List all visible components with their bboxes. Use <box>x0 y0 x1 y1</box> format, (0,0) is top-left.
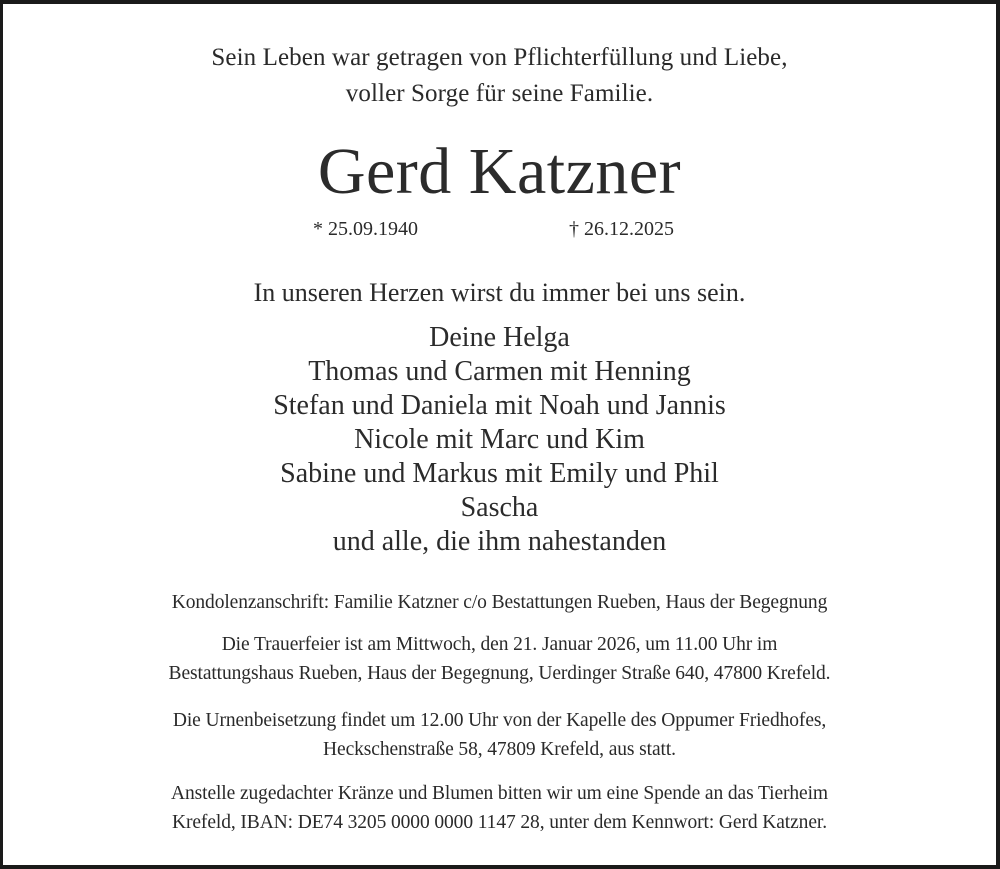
death-date: † 26.12.2025 <box>569 218 674 240</box>
mourner-line: und alle, die ihm nahestanden <box>332 526 667 557</box>
motto-line-2: voller Sorge für seine Familie. <box>345 80 654 107</box>
condolence-address: Kondolenzanschrift: Familie Katzner c/o Bestattungen Rueben, Haus der Begegnung <box>171 592 828 613</box>
donation-line-2: Krefeld, IBAN: DE74 3205 0000 0000 1147 28, unter dem Kennwort: Gerd Katzner. <box>172 812 827 833</box>
donation-line-1: Anstelle zugedachter Kränze und Blumen bitten wir um eine Spende an das Tierheim <box>171 783 828 804</box>
birth-date: * 25.09.1940 <box>313 218 418 240</box>
remembrance-line: In unseren Herzen wirst du immer bei uns sein. <box>253 278 746 307</box>
urn-burial-line-2: Heckschenstraße 58, 47809 Krefeld, aus statt. <box>323 739 676 760</box>
mourner-line: Sabine und Markus mit Emily und Phil <box>280 458 719 489</box>
funeral-service-line-1: Die Trauerfeier ist am Mittwoch, den 21. Januar 2026, um 11.00 Uhr im <box>221 634 778 655</box>
motto-line-1: Sein Leben war getragen von Pflichterfüllung und Liebe, <box>211 44 788 71</box>
mourner-line: Deine Helga <box>429 322 570 353</box>
deceased-name: Gerd Katzner <box>317 135 682 208</box>
mourner-line: Stefan und Daniela mit Noah und Jannis <box>273 390 726 421</box>
mourner-line: Nicole mit Marc und Kim <box>354 424 645 455</box>
mourner-line: Thomas und Carmen mit Henning <box>308 356 691 387</box>
funeral-service-line-2: Bestattungshaus Rueben, Haus der Begegnung, Uerdinger Straße 640, 47800 Krefeld. <box>168 663 831 684</box>
mourner-line: Sascha <box>460 492 539 523</box>
urn-burial-line-1: Die Urnenbeisetzung findet um 12.00 Uhr von der Kapelle des Oppumer Friedhofes, <box>172 710 827 731</box>
